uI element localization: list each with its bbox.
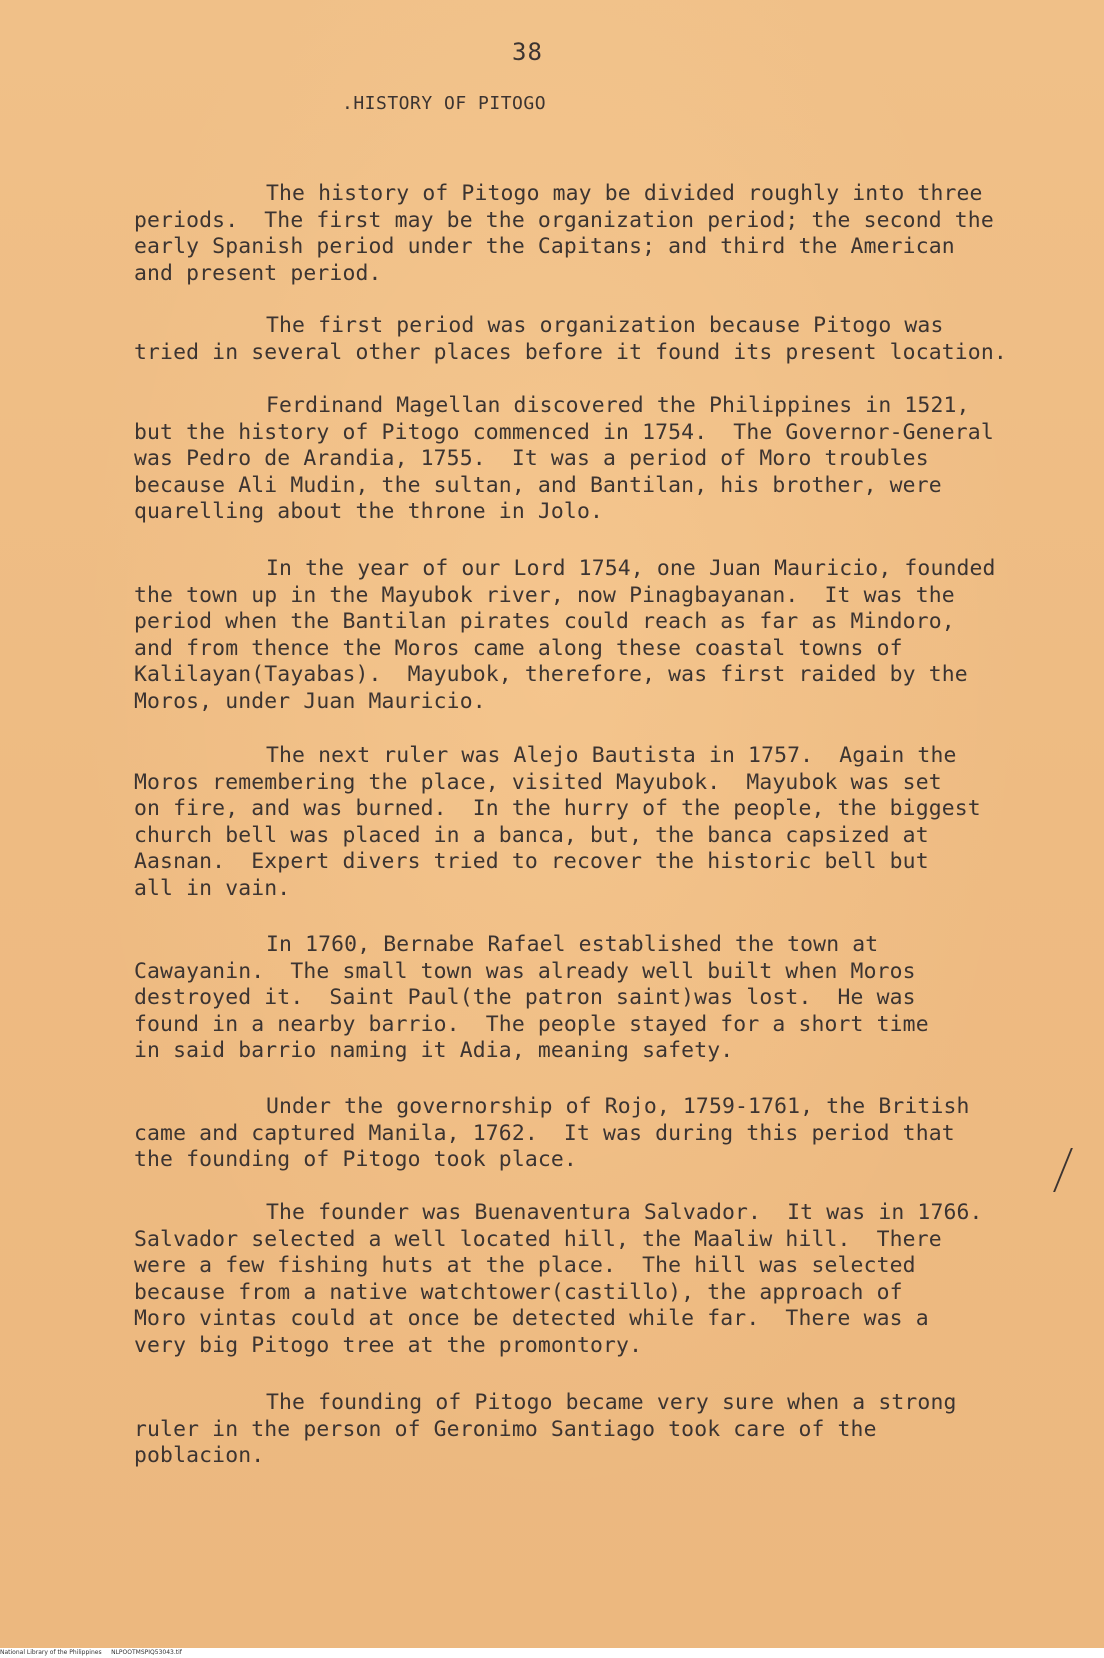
paragraph <box>134 932 1014 1065</box>
text-line: tried in several other places before it found its present location. <box>134 339 1007 365</box>
text-line: In 1760, Bernabe Rafael established the town at <box>266 932 879 957</box>
paragraph <box>134 1200 1014 1360</box>
text-line: and from thence the Moros came along these coastal towns of <box>134 635 903 661</box>
archive-footer: National Library of the Philippines NLPOOTMSPIQ53043.tif <box>0 1648 1104 1658</box>
text-line: Cawayanin. The small town was already well built when Moros <box>134 958 916 984</box>
text-line: The history of Pitogo may be divided roughly into three <box>266 181 983 206</box>
document-title: .HISTORY OF PITOGO <box>342 93 547 114</box>
text-line: was Pedro de Arandia, 1755. It was a period of Moro troubles <box>134 446 929 472</box>
margin-pen-mark <box>1053 1148 1085 1192</box>
paragraph <box>134 181 1014 287</box>
paragraph <box>134 393 1014 526</box>
text-line: but the history of Pitogo commenced in 1754. The Governor-General <box>134 419 994 445</box>
text-line: church bell was placed in a banca, but, the banca capsized at <box>134 822 929 848</box>
text-line: ruler in the person of Geronimo Santiago took care of the <box>134 1416 877 1442</box>
text-line: Under the governorship of Rojo, 1759-1761, the British <box>266 1094 970 1119</box>
text-line: and present period. <box>134 260 382 286</box>
paragraph <box>134 743 1014 903</box>
text-line: because from a native watchtower(castillo), the approach of <box>134 1279 903 1305</box>
text-line: in said barrio naming it Adia, meaning safety. <box>134 1038 734 1064</box>
text-line: Moro vintas could at once be detected while far. There was a <box>134 1306 929 1332</box>
paragraph <box>134 1094 1014 1174</box>
text-line: The founder was Buenaventura Salvador. It was in 1766. <box>266 1200 983 1225</box>
text-line: were a few fishing huts at the place. The hill was selected <box>134 1253 916 1279</box>
text-line: periods. The first may be the organization period; the second the <box>134 207 994 233</box>
text-line: The next ruler was Alejo Bautista in 1757. Again the <box>266 743 957 768</box>
text-line: came and captured Manila, 1762. It was during this period that <box>134 1120 955 1146</box>
text-line: Salvador selected a well located hill, the Maaliw hill. There <box>134 1226 942 1252</box>
text-line: all in vain. <box>134 875 291 901</box>
text-line: Ferdinand Magellan discovered the Philippines in 1521, <box>266 393 970 418</box>
text-line: the town up in the Mayubok river, now Pinagbayanan. It was the <box>134 582 955 608</box>
text-line: Moros, under Juan Mauricio. <box>134 688 486 714</box>
text-line: Kalilayan(Tayabas). Mayubok, therefore, was first raided by the <box>134 662 968 688</box>
paragraph <box>134 1390 1014 1470</box>
text-line: the founding of Pitogo took place. <box>134 1147 577 1173</box>
text-line: Moros remembering the place, visited Mayubok. Mayubok was set <box>134 769 942 795</box>
text-line: destroyed it. Saint Paul(the patron saint)was lost. He was <box>134 985 916 1011</box>
text-line: quarelling about the throne in Jolo. <box>134 499 604 525</box>
text-line: found in a nearby barrio. The people stayed for a short time <box>134 1011 929 1037</box>
paragraph <box>134 313 1014 366</box>
page-number: 38 <box>512 38 543 66</box>
text-line: very big Pitogo tree at the promontory. <box>134 1332 643 1358</box>
text-line: Aasnan. Expert divers tried to recover the historic bell but <box>134 849 929 875</box>
paragraph <box>134 556 1014 716</box>
text-line: period when the Bantilan pirates could reach as far as Mindoro, <box>134 609 955 635</box>
text-line: The first period was organization because Pitogo was <box>266 313 944 338</box>
text-line: poblacion. <box>134 1443 265 1469</box>
text-line: In the year of our Lord 1754, one Juan Mauricio, founded <box>266 556 996 581</box>
text-line: early Spanish period under the Capitans; and third the American <box>134 234 955 260</box>
text-line: because Ali Mudin, the sultan, and Bantilan, his brother, were <box>134 472 942 498</box>
text-line: The founding of Pitogo became very sure when a strong <box>266 1390 957 1415</box>
text-line: on fire, and was burned. In the hurry of the people, the biggest <box>134 796 981 822</box>
